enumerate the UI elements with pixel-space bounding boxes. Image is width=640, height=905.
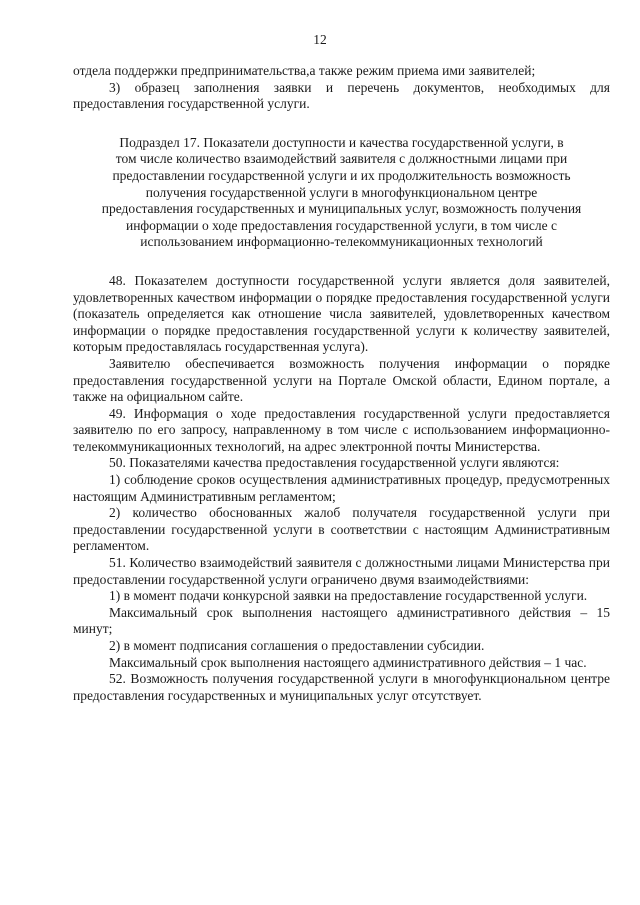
paragraph-max-time-2: Максимальный срок выполнения настоящего административного действия – 1 час. — [109, 654, 587, 670]
paragraph-50-item-1: 1) соблюдение сроков осуществления административных процедур, предусмотренных настоящим Административным регламентом; — [73, 472, 610, 504]
paragraph-portal-info: Заявителю обеспечивается возможность получения информации о порядке предоставления государственной услуги на Портале Омской области, Едином портале, а также на официальном сайте. — [73, 355, 610, 405]
paragraph-item-3: 3) образец заполнения заявки и перечень документов, необходимых для предоставления государственной услуги. — [73, 79, 610, 112]
paragraph-max-time-1: Максимальный срок выполнения настоящего административного действия – 15 минут; — [73, 604, 610, 637]
paragraph-49: 49. Информация о ходе предоставления государственной услуги предоставляется заявителю по его запросу, направленному в том числе с использованием информационно-телекоммуникационных технологий, на адрес электронной почты Министерства. — [73, 405, 610, 454]
heading-line: Подраздел 17. Показатели доступности и качества государственной услуги, в — [119, 134, 564, 150]
paragraph-51-item-2: 2) в момент подписания соглашения о предоставлении субсидии. — [109, 638, 485, 653]
paragraph-continuation: отдела поддержки предпринимательства,а также режим приема ими заявителей; — [73, 63, 536, 78]
heading-line: предоставлении государственной услуги и их продолжительность возможность — [112, 167, 571, 183]
heading-line: том числе количество взаимодействий заявителя с должностными лицами при — [115, 151, 568, 167]
heading-line: информации о ходе предоставления государственной услуги, в том числе с — [125, 217, 557, 233]
paragraph-50-item-2: 2) количество обоснованных жалоб получателя государственной услуги при предоставлении государственной услуги в соответствии с настоящим Административным регламентом. — [73, 505, 610, 554]
heading-line: получения государственной услуги в многофункциональном центре — [145, 184, 538, 200]
heading-line: использованием информационно-телекоммуникационных технологий — [140, 234, 543, 250]
heading-line: предоставления государственных и муниципальных услуг, возможность получения — [101, 201, 582, 217]
paragraph-52: 52. Возможность получения государственной услуги в многофункциональном центре предоставления государственных и муниципальных услуг отсутствует. — [73, 671, 610, 703]
document-body — [73, 63, 610, 704]
paragraph-50: 50. Показателями качества предоставления государственной услуги являются: — [109, 455, 560, 471]
paragraph-48: 48. Показателем доступности государственной услуги является доля заявителей, удовлетворенных качеством информации о порядке предоставления государственной услуги (показатель определяется как отношение числа заявителей, удовлетворенных качеством информации о порядке предоставления государственной услуги к количеству заявителей, которым предоставлялась государственная услуга). — [73, 272, 610, 355]
paragraph-51: 51. Количество взаимодействий заявителя с должностными лицами Министерства при предоставлении государственной услуги ограничено двумя взаимодействиями: — [73, 555, 610, 587]
paragraph-51-item-1: 1) в момент подачи конкурсной заявки на предоставление государственной услуги. — [109, 588, 588, 604]
page-number: 12 — [313, 32, 327, 47]
section-heading — [73, 135, 610, 251]
